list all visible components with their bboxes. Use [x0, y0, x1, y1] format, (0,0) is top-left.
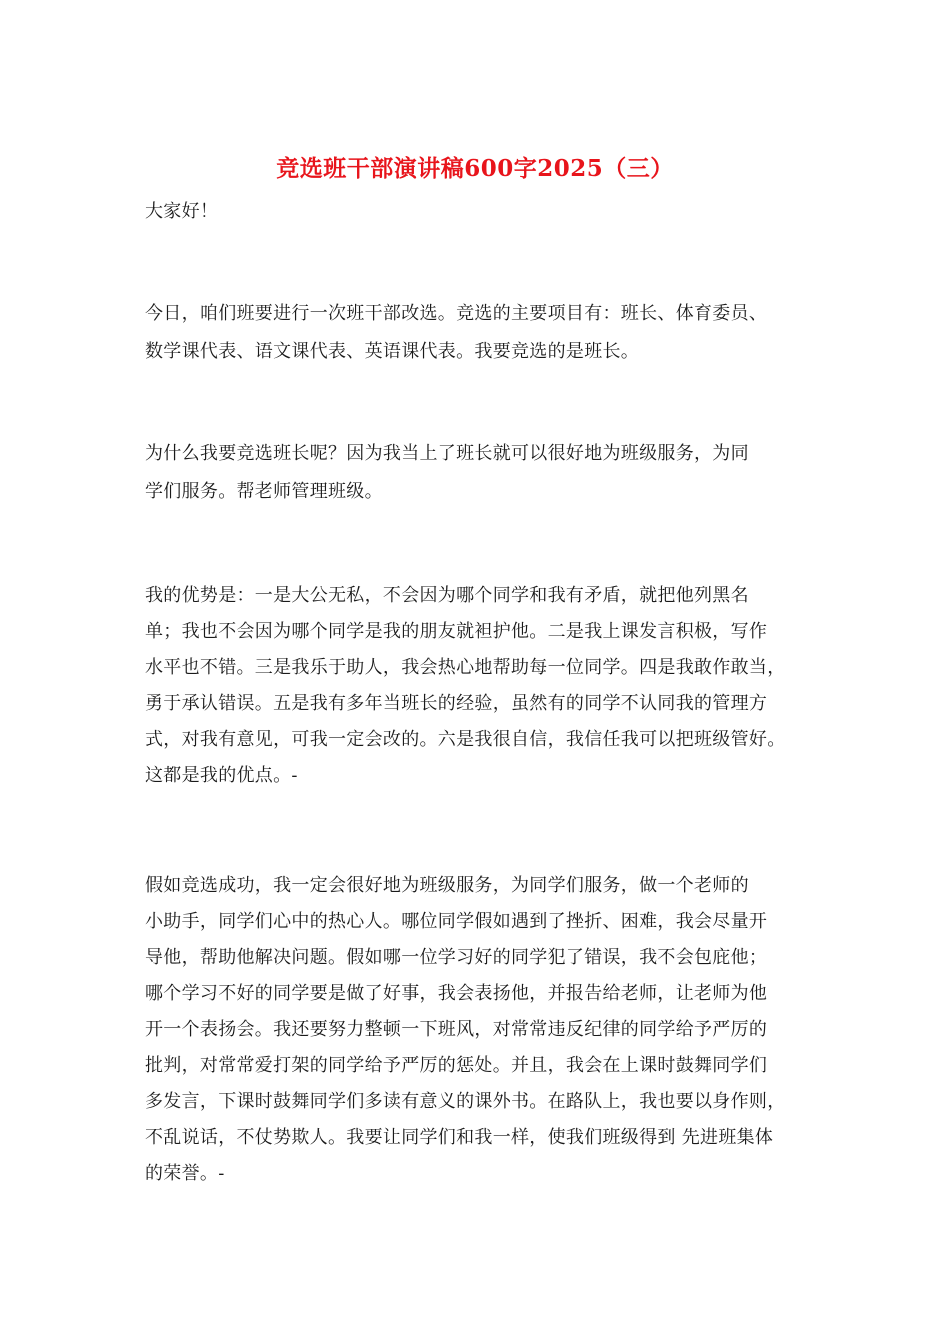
paragraph-line: 水平也不错。三是我乐于助人，我会热心地帮助每一位同学。四是我敢作敢当， — [145, 657, 786, 678]
paragraph-line: 我的优势是：一是大公无私，不会因为哪个同学和我有矛盾，就把他列黑名 — [145, 585, 749, 606]
paragraph-line: 学们服务。帮老师管理班级。 — [145, 481, 383, 502]
paragraph-line: 批判，对常常爱打架的同学给予严厉的惩处。并且，我会在上课时鼓舞同学们 — [145, 1055, 768, 1076]
paragraph-line: 不乱说话，不仗势欺人。我要让同学们和我一样，使我们班级得到 先进班集体 — [145, 1127, 774, 1148]
paragraph-line: 开一个表扬会。我还要努力整顿一下班风，对常常违反纪律的同学给予严厉的 — [145, 1019, 768, 1040]
paragraph-line: 小助手，同学们心中的热心人。哪位同学假如遇到了挫折、困难，我会尽量开 — [145, 911, 768, 932]
paragraph-line: 式，对我有意见，可我一定会改的。六是我很自信，我信任我可以把班级管好。 — [145, 729, 786, 750]
paragraph-line: 单；我也不会因为哪个同学是我的朋友就袒护他。二是我上课发言积极，写作 — [145, 621, 768, 642]
paragraph-line: 的荣誉。- — [145, 1163, 225, 1184]
paragraph-line: 为什么我要竞选班长呢？因为我当上了班长就可以很好地为班级服务，为同 — [145, 443, 749, 464]
paragraph-line: 哪个学习不好的同学要是做了好事，我会表扬他，并报告给老师，让老师为他 — [145, 983, 768, 1004]
paragraph-line: 假如竞选成功，我一定会很好地为班级服务，为同学们服务，做一个老师的 — [145, 875, 749, 896]
paragraph-line: 勇于承认错误。五是我有多年当班长的经验，虽然有的同学不认同我的管理方 — [145, 693, 768, 714]
greeting: 大家好！ — [145, 201, 219, 222]
paragraph-line: 这都是我的优点。- — [145, 765, 298, 786]
paragraph-line: 多发言，下课时鼓舞同学们多读有意义的课外书。在路队上，我也要以身作则， — [145, 1091, 786, 1112]
paragraph-line: 数学课代表、语文课代表、英语课代表。我要竞选的是班长。 — [145, 341, 640, 362]
paragraph-line: 导他，帮助他解决问题。假如哪一位学习好的同学犯了错误，我不会包庇他； — [145, 947, 768, 968]
paragraph-line: 今日，咱们班要进行一次班干部改选。竞选的主要项目有：班长、体育委员、 — [145, 303, 768, 324]
document-title: 竞选班干部演讲稿600字2025（三） — [276, 155, 674, 182]
